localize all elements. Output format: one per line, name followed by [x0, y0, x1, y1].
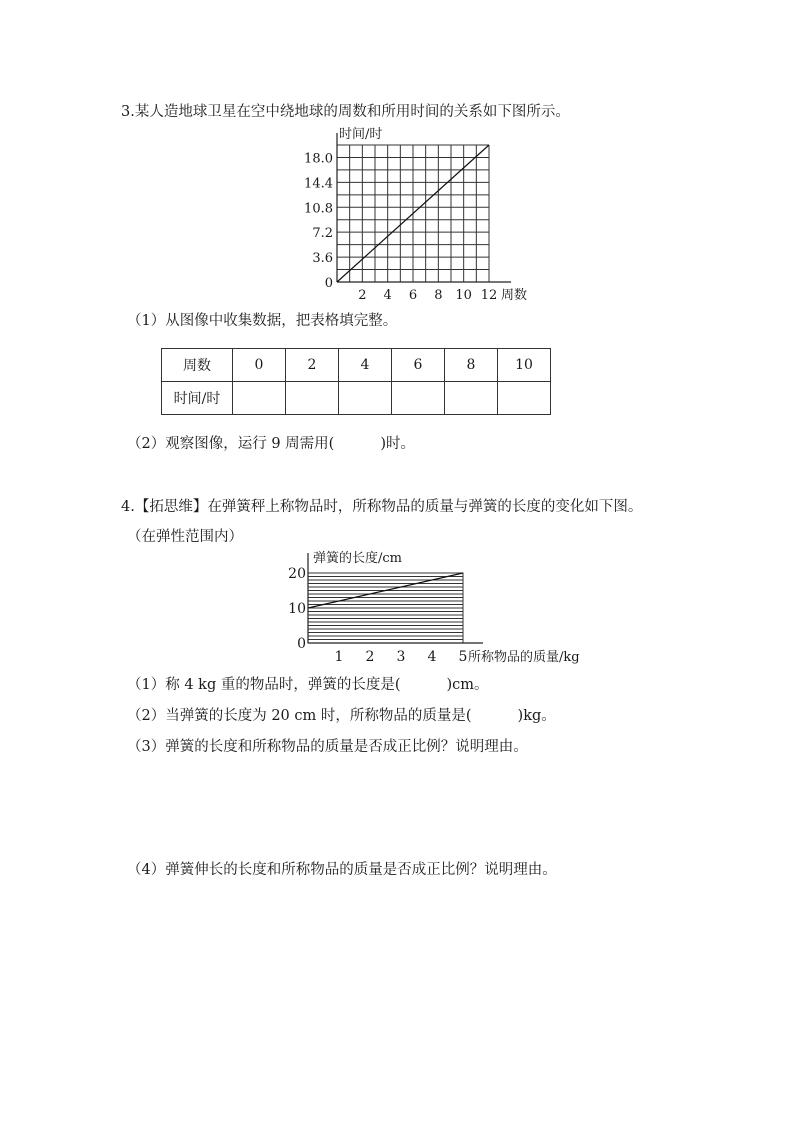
x-axis-title: 所称物品的质量/kg — [468, 650, 580, 665]
q4-sub2 — [127, 706, 556, 726]
q3-title: 3.某人造地球卫星在空中绕地球的周数和所用时间的关系如下图所示。 — [121, 104, 570, 120]
y-tick-label: 20 — [288, 566, 306, 582]
q4-sub3: （3）弹簧的长度和所称物品的质量是否成正比例？说明理由。 — [127, 739, 528, 755]
table-row — [162, 349, 551, 382]
table-row-header: 周数 — [162, 349, 233, 382]
q4-sub1-prefix: （1）称 4 kg 重的物品时，弹簧的长度是( — [127, 677, 401, 693]
answer-cell[interactable] — [233, 382, 286, 415]
table-cell: 8 — [445, 349, 498, 382]
y-tick-label: 14.4 — [304, 176, 333, 192]
x-tick-label: 4 — [427, 649, 437, 665]
chart-spring-length — [285, 545, 615, 670]
answer-cell[interactable] — [498, 382, 551, 415]
x-tick-label: 12 — [480, 288, 498, 303]
q3-sub2 — [127, 434, 415, 454]
table-cell: 6 — [392, 349, 445, 382]
y-tick-label: 10 — [288, 601, 306, 617]
table-cell: 2 — [286, 349, 339, 382]
x-tick-label: 4 — [383, 288, 392, 303]
x-tick-label: 1 — [334, 649, 344, 665]
q3-sub2-suffix: )时。 — [380, 436, 415, 452]
table-row-header: 时间/时 — [162, 382, 233, 415]
answer-cell[interactable] — [445, 382, 498, 415]
answer-cell[interactable] — [286, 382, 339, 415]
table-cell: 10 — [498, 349, 551, 382]
x-tick-label: 10 — [455, 288, 472, 303]
table-cell: 4 — [339, 349, 392, 382]
q3-sub1: （1）从图像中收集数据，把表格填完整。 — [127, 313, 398, 329]
q3-sub2-prefix: （2）观察图像，运行 9 周需用( — [127, 436, 335, 452]
chart-orbits-time — [300, 126, 540, 306]
q4-sub1-suffix: )cm。 — [446, 677, 489, 693]
x-tick-label: 6 — [408, 288, 418, 303]
x-tick-label: 5 — [458, 649, 468, 665]
x-tick-label: 2 — [365, 649, 375, 665]
x-tick-label: 8 — [434, 288, 443, 303]
q3-data-table — [161, 348, 551, 415]
x-tick-label: 3 — [396, 649, 406, 665]
answer-cell[interactable] — [392, 382, 445, 415]
q4-sub1 — [127, 675, 489, 695]
q4-sub4: （4）弹簧伸长的长度和所称物品的质量是否成正比例？说明理由。 — [127, 862, 557, 878]
q4-note: （在弹性范围内） — [127, 529, 243, 545]
y-tick-label: 0 — [297, 636, 306, 652]
y-tick-label: 3.6 — [312, 251, 333, 267]
y-tick-label: 10.8 — [304, 201, 333, 217]
y-tick-label: 7.2 — [312, 226, 333, 242]
q4-sub2-prefix: （2）当弹簧的长度为 20 cm 时，所称物品的质量是( — [127, 708, 472, 724]
q4-sub2-suffix: )kg。 — [517, 708, 556, 724]
y-axis-title: 弹簧的长度/cm — [313, 551, 402, 566]
y-tick-label: 0 — [324, 276, 333, 291]
answer-cell[interactable] — [339, 382, 392, 415]
y-tick-label: 18.0 — [304, 151, 333, 167]
table-cell: 0 — [233, 349, 286, 382]
x-axis-title: 周数 — [501, 288, 528, 303]
x-tick-label: 2 — [358, 288, 367, 303]
y-axis-title: 时间/时 — [339, 127, 383, 142]
q4-title: 4.【拓思维】在弹簧秤上称物品时，所称物品的质量与弹簧的长度的变化如下图。 — [121, 499, 643, 515]
table-row — [162, 382, 551, 415]
